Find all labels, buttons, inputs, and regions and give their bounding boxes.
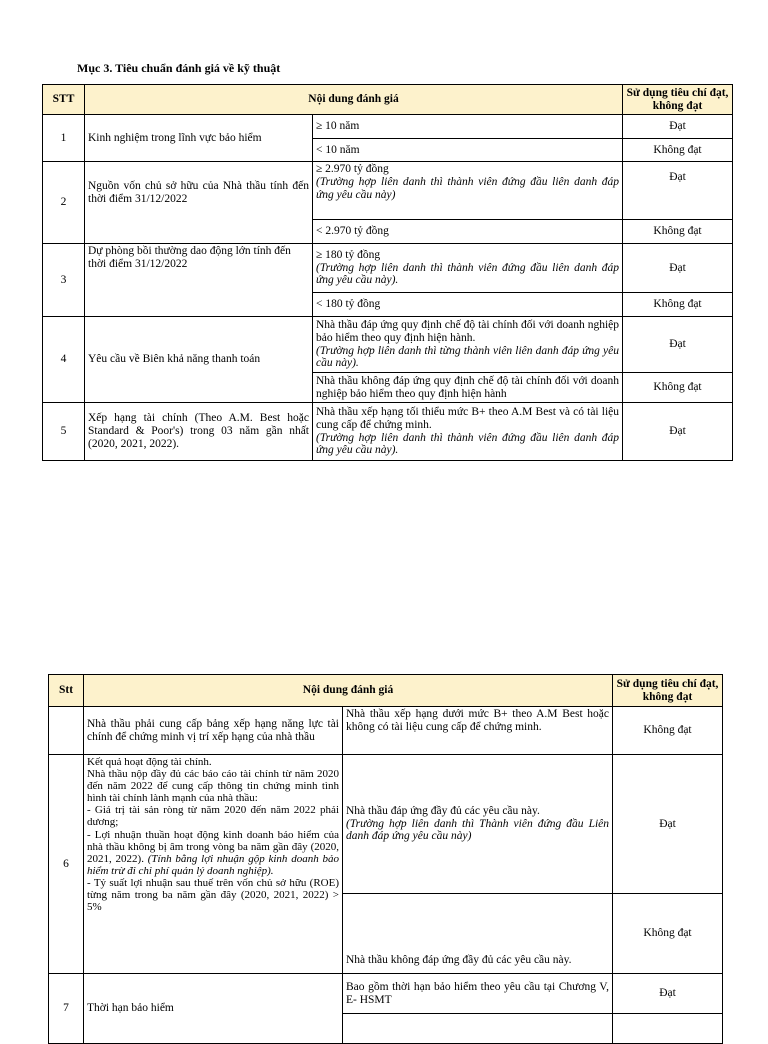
row-1-stt: 1	[43, 115, 85, 162]
row-cont-criterion: Nhà thầu xếp hạng dưới mức B+ theo A.M Best hoặc không có tài liệu cung cấp để chứng minh.	[343, 707, 613, 755]
row-5-stt: 5	[43, 403, 85, 461]
row-4-content: Yêu cầu về Biên khả năng thanh toán	[85, 317, 313, 403]
row-3-result-2: Không đạt	[623, 293, 733, 317]
row-1-content: Kinh nghiệm trong lĩnh vực bảo hiểm	[85, 115, 313, 162]
row-cont-content: Nhà thầu phải cung cấp bảng xếp hạng năng lực tài chính để chứng minh vị trí xếp hạng của nhà thầu	[84, 707, 343, 755]
row-6-stt: 6	[49, 755, 84, 974]
row-1-result-2: Không đạt	[623, 139, 733, 162]
row-cont-stt	[49, 707, 84, 755]
row-7-content: Thời hạn bảo hiểm	[84, 974, 343, 1044]
row-6-line-4	[87, 829, 339, 877]
evaluation-table-1	[42, 84, 733, 461]
row-2-content: Nguồn vốn chủ sở hữu của Nhà thầu tính đến thời điểm 31/12/2022	[85, 162, 313, 244]
row-6-line-4-plain: - Lợi nhuận thuần hoạt động kinh doanh bảo hiểm của nhà thầu không bị âm trong vòng ba năm gần đây (2020, 2021, 2022).	[87, 828, 339, 865]
header-criteria: Sử dụng tiêu chí đạt, không đạt	[623, 85, 733, 115]
row-3-stt: 3	[43, 244, 85, 317]
row-2-criterion-1	[313, 162, 623, 220]
header2-content: Nội dung đánh giá	[84, 675, 613, 707]
row-4-criterion-1-note: (Trường hợp liên danh thì từng thành viên liên danh đáp ứng yêu cầu này).	[316, 344, 620, 370]
row-6-result-2: Không đạt	[613, 894, 723, 974]
row-6-line-3: - Giá trị tài sản ròng từ năm 2020 đến năm 2022 phải dương;	[87, 804, 339, 829]
row-1-result-1: Đạt	[623, 115, 733, 139]
row-2-result-1: Đạt	[623, 162, 733, 220]
row-6-criterion-2: Nhà thầu không đáp ứng đầy đủ các yêu cầu này.	[343, 894, 613, 974]
row-3-result-1: Đạt	[623, 244, 733, 293]
header2-criteria: Sử dụng tiêu chí đạt, không đạt	[613, 675, 723, 707]
row-2-criterion-2: < 2.970 tỷ đồng	[313, 220, 623, 244]
row-3-criterion-1-note: (Trường hợp liên danh thì thành viên đứng đầu liên danh đáp ứng yêu cầu này).	[316, 261, 620, 287]
row-6-content	[84, 755, 343, 974]
row-4-result-1: Đạt	[623, 317, 733, 373]
row-7-result-2	[613, 1014, 723, 1044]
row-1-criterion-2: < 10 năm	[313, 139, 623, 162]
section-title: Mục 3. Tiêu chuẩn đánh giá về kỹ thuật	[77, 61, 281, 75]
row-3-criterion-2: < 180 tỷ đồng	[313, 293, 623, 317]
row-3-content: Dự phòng bồi thường dao động lớn tính đến thời điểm 31/12/2022	[85, 244, 313, 317]
row-5-criterion-1-note: (Trường hợp liên danh thì thành viên đứng đầu liên danh đáp ứng yêu cầu này).	[316, 431, 620, 457]
row-5-criterion-1-text: Nhà thầu xếp hạng tối thiểu mức B+ theo A.M Best và có tài liệu cung cấp để chứng minh.	[316, 405, 620, 431]
header-stt: STT	[43, 85, 85, 115]
row-3-criterion-1-text: ≥ 180 tỷ đồng	[316, 248, 381, 261]
row-5-criterion-1	[313, 403, 623, 461]
header-content: Nội dung đánh giá	[85, 85, 623, 115]
evaluation-table-2	[48, 674, 723, 1044]
row-7-criterion-1: Bao gồm thời hạn bảo hiểm theo yêu cầu tại Chương V, E- HSMT	[343, 974, 613, 1014]
row-7-result-1: Đạt	[613, 974, 723, 1014]
row-7-criterion-2	[343, 1014, 613, 1044]
row-4-criterion-1-text: Nhà thầu đáp ứng quy định chế độ tài chính đối với doanh nghiệp bảo hiểm theo quy định hiện hành.	[316, 318, 620, 344]
row-6-line-1: Kết quả hoạt động tài chính.	[87, 756, 212, 768]
row-6-criterion-1-text: Nhà thầu đáp ứng đầy đủ các yêu cầu này.	[346, 804, 540, 817]
row-6-result-1: Đạt	[613, 755, 723, 894]
row-6-criterion-1	[343, 755, 613, 894]
row-5-result-1: Đạt	[623, 403, 733, 461]
row-2-criterion-1-text: ≥ 2.970 tỷ đồng	[316, 163, 389, 175]
row-5-content: Xếp hạng tài chính (Theo A.M. Best hoặc Standard & Poor's) trong 03 năm gần nhất (2020, 2021, 2022).	[85, 403, 313, 461]
header2-stt: Stt	[49, 675, 84, 707]
row-2-criterion-1-note: (Trường hợp liên danh thì thành viên đứng đầu liên danh đáp ứng yêu cầu này)	[316, 175, 620, 201]
row-2-result-2: Không đạt	[623, 220, 733, 244]
row-4-criterion-2: Nhà thầu không đáp ứng quy định chế độ tài chính đối với doanh nghiệp bảo hiểm theo quy định hiện hành	[313, 373, 623, 403]
row-7-stt: 7	[49, 974, 84, 1044]
row-2-stt: 2	[43, 162, 85, 244]
row-6-line-5: - Tỷ suất lợi nhuận sau thuế trên vốn chủ sở hữu (ROE) từng năm trong ba năm gần đây (2020, 2021, 2022) > 5%	[87, 876, 339, 914]
row-3-criterion-1	[313, 244, 623, 293]
row-4-stt: 4	[43, 317, 85, 403]
row-6-line-2: Nhà thầu nộp đầy đủ các báo cáo tài chính từ năm 2020 đến năm 2022 để cung cấp thông tin chứng minh tình hình tài chính lành mạnh của nhà thầu:	[87, 768, 339, 805]
row-4-criterion-1	[313, 317, 623, 373]
row-1-criterion-1: ≥ 10 năm	[313, 115, 623, 139]
row-6-line-4-italic: (Tính bằng lợi nhuận gộp kinh doanh bảo hiểm trừ đi chi phí quản lý doanh nghiệp).	[87, 852, 340, 877]
row-6-criterion-1-note: (Trường hợp liên danh thì Thành viên đứng đầu Liên danh đáp ứng yêu cầu này)	[346, 817, 610, 843]
row-cont-result: Không đạt	[613, 707, 723, 755]
row-4-result-2: Không đạt	[623, 373, 733, 403]
